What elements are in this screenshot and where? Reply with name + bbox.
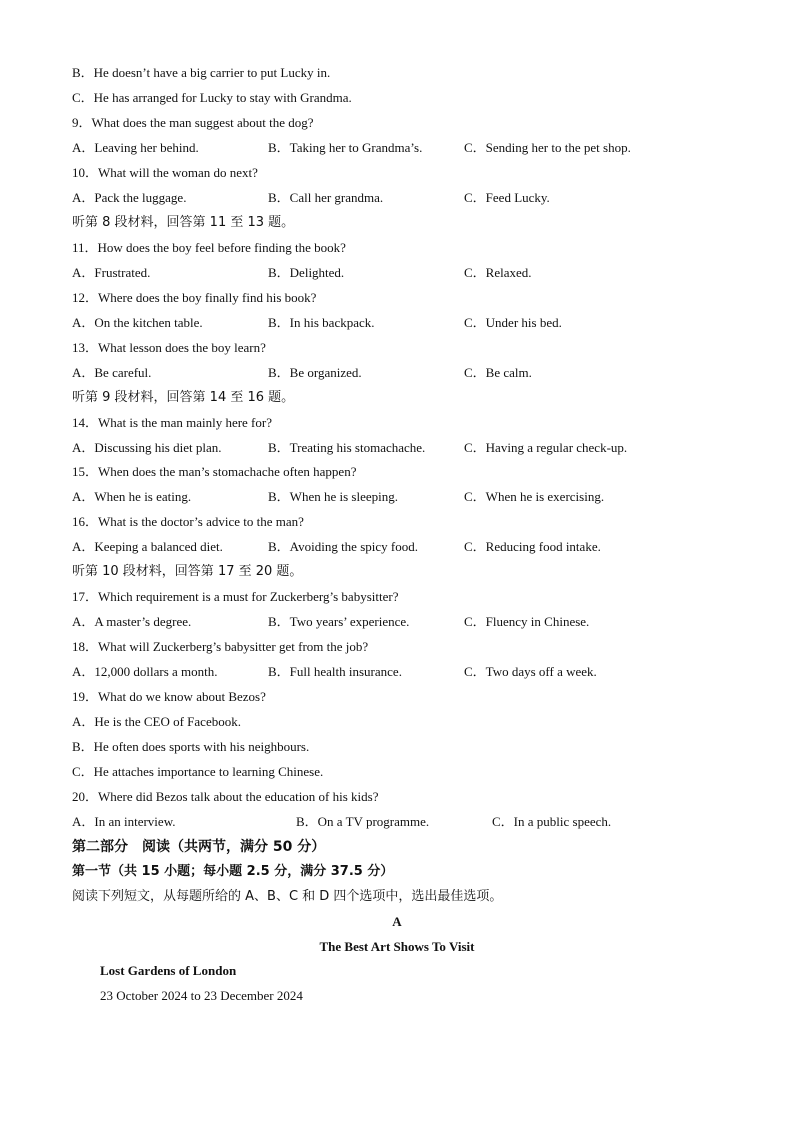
reading-instruction: 阅读下列短文，从每题所给的 A、B、C 和 D 四个选项中，选出最佳选项。 xyxy=(72,889,503,904)
q18-option-a: A．12,000 dollars a month. xyxy=(72,664,218,679)
q16-option-a: A．Keeping a balanced diet. xyxy=(72,539,223,554)
q20-option-a: A．In an interview. xyxy=(72,814,176,829)
q8-option-b: B．He doesn’t have a big carrier to put Lucky in. xyxy=(72,65,331,80)
q15-option-c: C．When he is exercising. xyxy=(464,489,605,504)
q19-option-b: B．He often does sports with his neighbours. xyxy=(72,739,310,754)
q17-stem: 17．Which requirement is a must for Zuckerberg’s babysitter? xyxy=(72,589,399,604)
q19-option-a: A．He is the CEO of Facebook. xyxy=(72,714,241,729)
q12-option-b: B．In his backpack. xyxy=(268,315,375,330)
passage-title: The Best Art Shows To Visit xyxy=(319,939,475,954)
q19-stem: 19．What do we know about Bezos? xyxy=(72,689,266,704)
q17-option-c: C．Fluency in Chinese. xyxy=(464,614,590,629)
q20-option-c: C．In a public speech. xyxy=(492,814,612,829)
q15-option-a: A．When he is eating. xyxy=(72,489,192,504)
q12-option-a: A．On the kitchen table. xyxy=(72,315,203,330)
q10-option-a: A．Pack the luggage. xyxy=(72,190,187,205)
q11-option-b: B．Delighted. xyxy=(268,265,345,280)
q11-stem: 11．How does the boy feel before finding the book? xyxy=(72,240,346,255)
q14-option-c: C．Having a regular check-up. xyxy=(464,440,628,455)
q9-stem: 9．What does the man suggest about the dog? xyxy=(72,115,314,130)
q19-option-c: C．He attaches importance to learning Chinese. xyxy=(72,764,324,779)
q10-option-c: C．Feed Lucky. xyxy=(464,190,550,205)
q14-option-b: B．Treating his stomachache. xyxy=(268,440,426,455)
passage-letter: A xyxy=(392,914,402,929)
q16-stem: 16．What is the doctor’s advice to the man? xyxy=(72,514,304,529)
q9-option-c: C．Sending her to the pet shop. xyxy=(464,140,631,155)
q11-option-c: C．Relaxed. xyxy=(464,265,532,280)
q17-option-b: B．Two years’ experience. xyxy=(268,614,410,629)
q14-option-a: A．Discussing his diet plan. xyxy=(72,440,222,455)
q9-option-a: A．Leaving her behind. xyxy=(72,140,199,155)
q13-option-a: A．Be careful. xyxy=(72,365,152,380)
q8-option-c: C．He has arranged for Lucky to stay with Grandma. xyxy=(72,90,352,105)
q10-option-b: B．Call her grandma. xyxy=(268,190,384,205)
section-10-heading: 听第 10 段材料，回答第 17 至 20 题。 xyxy=(72,564,303,579)
q13-option-c: C．Be calm. xyxy=(464,365,532,380)
q16-option-c: C．Reducing food intake. xyxy=(464,539,601,554)
q14-stem: 14．What is the man mainly here for? xyxy=(72,415,272,430)
q15-option-b: B．When he is sleeping. xyxy=(268,489,398,504)
q12-stem: 12．Where does the boy finally find his book? xyxy=(72,290,317,305)
q9-option-b: B．Taking her to Grandma’s. xyxy=(268,140,423,155)
q13-stem: 13．What lesson does the boy learn? xyxy=(72,340,266,355)
q16-option-b: B．Avoiding the spicy food. xyxy=(268,539,418,554)
q18-option-b: B．Full health insurance. xyxy=(268,664,402,679)
q13-option-b: B．Be organized. xyxy=(268,365,362,380)
q11-option-a: A．Frustrated. xyxy=(72,265,151,280)
exhibition-date: 23 October 2024 to 23 December 2024 xyxy=(100,988,303,1003)
part-two-title: 第二部分 阅读（共两节，满分 50 分） xyxy=(72,839,326,855)
section-8-heading: 听第 8 段材料，回答第 11 至 13 题。 xyxy=(72,215,295,230)
section-one-title: 第一节（共 15 小题；每小题 2.5 分，满分 37.5 分） xyxy=(72,864,394,879)
q15-stem: 15．When does the man’s stomachache often happen? xyxy=(72,464,357,479)
q20-stem: 20．Where did Bezos talk about the education of his kids? xyxy=(72,789,379,804)
q12-option-c: C．Under his bed. xyxy=(464,315,562,330)
section-9-heading: 听第 9 段材料，回答第 14 至 16 题。 xyxy=(72,390,295,405)
q18-stem: 18．What will Zuckerberg’s babysitter get from the job? xyxy=(72,639,369,654)
q20-option-b: B．On a TV programme. xyxy=(296,814,430,829)
q10-stem: 10．What will the woman do next? xyxy=(72,165,258,180)
q18-option-c: C．Two days off a week. xyxy=(464,664,597,679)
exhibition-title: Lost Gardens of London xyxy=(100,963,237,978)
q17-option-a: A．A master’s degree. xyxy=(72,614,192,629)
